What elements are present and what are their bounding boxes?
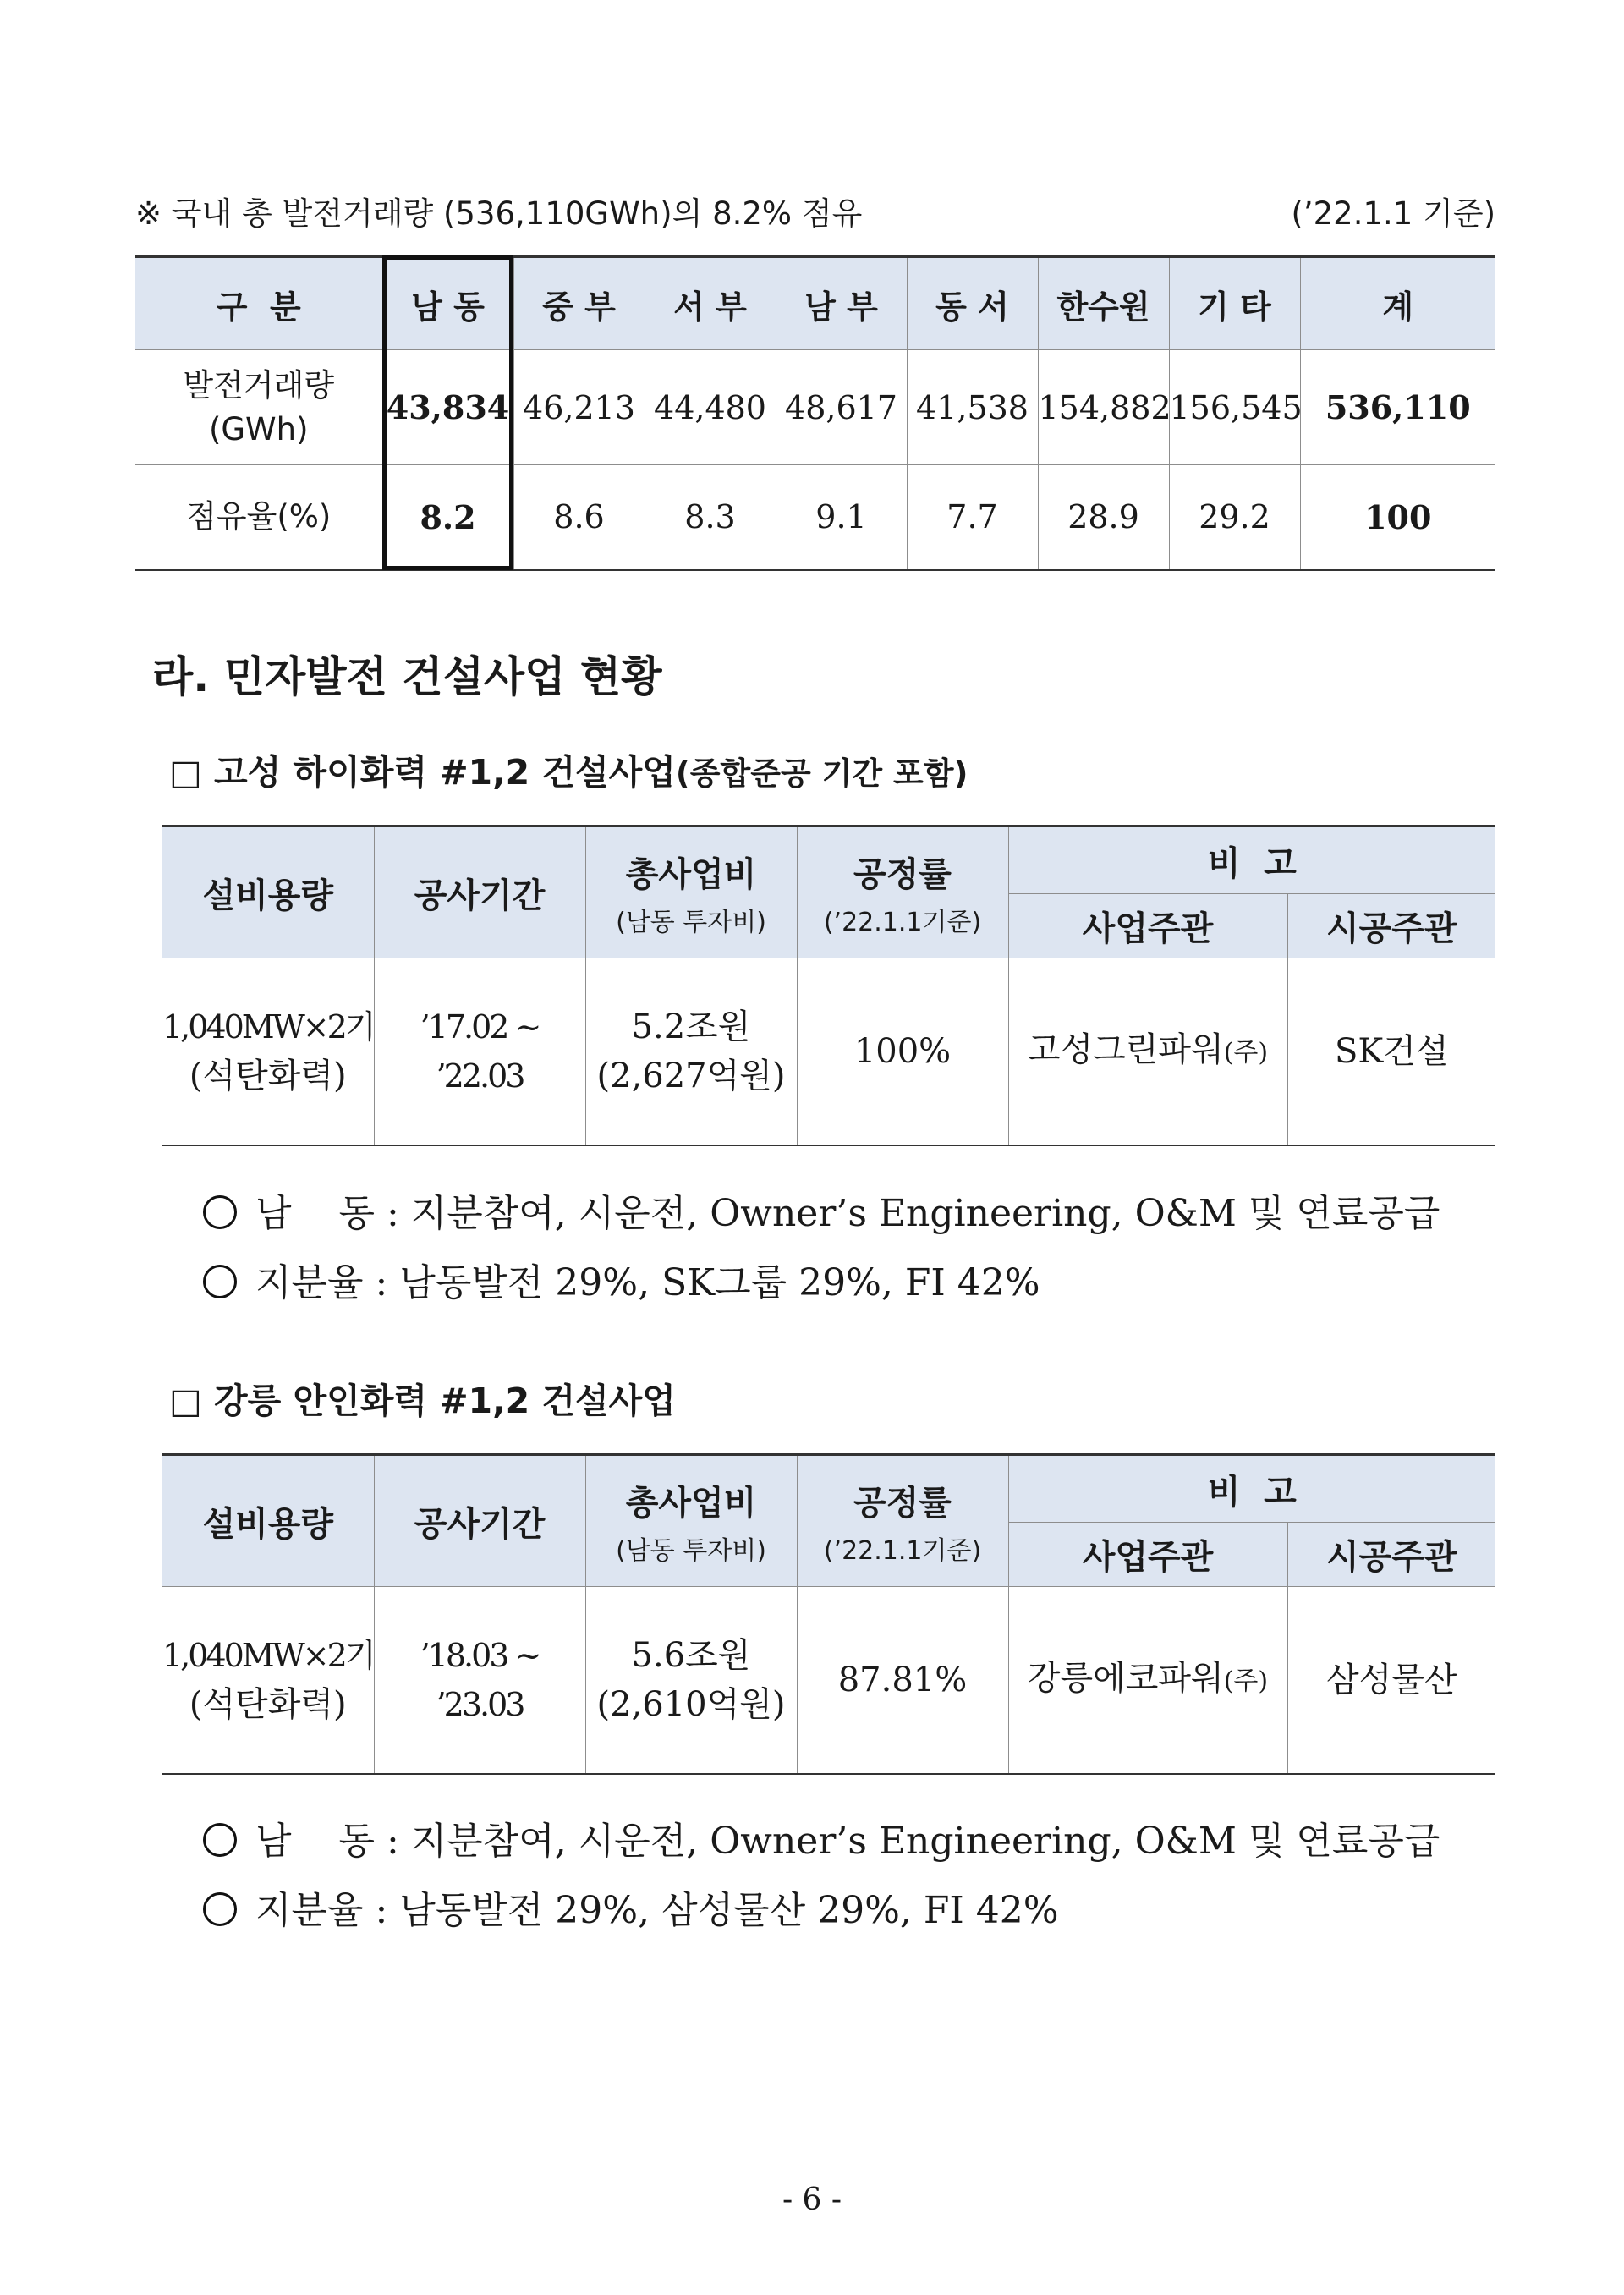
project-table xyxy=(162,825,1495,1146)
table-header-row xyxy=(162,1455,1495,1523)
cell-cost xyxy=(585,1587,797,1775)
project-title-suffix: (종합준공 기간 포함) xyxy=(675,755,968,792)
header-operator: 사업주관 xyxy=(1008,1523,1287,1587)
cell-capacity xyxy=(162,958,374,1146)
cell-capacity xyxy=(162,1587,374,1775)
cell-value: 41,538 xyxy=(907,350,1038,465)
cell-value: 28.9 xyxy=(1038,465,1169,570)
header-cost xyxy=(585,826,797,958)
bullet-text: 지분율 : 남동발전 29%, SK그룹 29%, FI 42% xyxy=(255,1261,1040,1304)
bullet-text: 남 동 : 지분참여, 시운전, Owner’s Engineering, O&M 및 연료공급 xyxy=(255,1192,1440,1235)
operator-name: 강릉에코파워 xyxy=(1027,1659,1224,1698)
header-progress-label: 공정률 xyxy=(853,854,952,894)
table-row xyxy=(135,350,1495,465)
cell-value: 48,617 xyxy=(776,350,907,465)
cost-namdong: (2,610억원) xyxy=(596,1685,786,1724)
header-progress-label: 공정률 xyxy=(853,1483,952,1523)
cell-value: 43,834 xyxy=(382,350,513,465)
source-note xyxy=(135,188,1495,235)
cell-value: 8.6 xyxy=(513,465,645,570)
circle-bullet-icon xyxy=(203,1823,237,1857)
capacity-type: (석탄화력) xyxy=(189,1057,347,1095)
operator-suffix: (주) xyxy=(1223,1038,1269,1068)
table-row xyxy=(162,1587,1495,1775)
cell-value: 46,213 xyxy=(513,350,645,465)
circle-bullet-icon xyxy=(203,1892,237,1926)
header-progress xyxy=(797,826,1008,958)
header-nambu: 남 부 xyxy=(776,257,907,350)
namdong-highlight-box xyxy=(382,255,513,570)
note-text: ※ 국내 총 발전거래량 (536,110GWh)의 8.2% 점유 xyxy=(135,195,863,232)
header-capacity: 설비용량 xyxy=(162,1455,374,1587)
header-cost-label: 총사업비 xyxy=(625,1483,757,1523)
project-title xyxy=(169,744,968,794)
header-capacity: 설비용량 xyxy=(162,826,374,958)
header-cost xyxy=(585,1455,797,1587)
cell-total: 100 xyxy=(1300,465,1495,570)
header-cost-sub: (남동 투자비) xyxy=(616,907,766,937)
market-share-table xyxy=(135,255,1495,571)
cell-value: 44,480 xyxy=(645,350,776,465)
cell-value: 29.2 xyxy=(1169,465,1300,570)
table-header-row xyxy=(162,826,1495,894)
header-period: 공사기간 xyxy=(374,1455,585,1587)
capacity-type: (석탄화력) xyxy=(189,1685,347,1724)
note-date: (’22.1.1 기준) xyxy=(1291,195,1495,232)
row-label xyxy=(135,350,382,465)
cell-operator xyxy=(1008,958,1287,1146)
cell-progress: 100% xyxy=(797,958,1008,1146)
cell-progress: 87.81% xyxy=(797,1587,1008,1775)
row-label-line2: (GWh) xyxy=(208,410,309,447)
row-label: 점유율(%) xyxy=(135,465,382,570)
cell-period: ’18.03 ~ ’23.03 xyxy=(374,1587,585,1775)
cell-value: 156,545 xyxy=(1169,350,1300,465)
cost-total: 5.2조원 xyxy=(631,1007,751,1046)
cell-constructor: SK건설 xyxy=(1287,958,1495,1146)
row-label-line1: 발전거래량 xyxy=(183,366,335,404)
section-title: 라. 민자발전 건설사업 현황 xyxy=(152,652,662,701)
circle-bullet-icon xyxy=(203,1195,237,1229)
header-category: 구 분 xyxy=(135,257,382,350)
bullet-item xyxy=(203,1880,1059,1934)
table-row xyxy=(162,958,1495,1146)
bullet-item xyxy=(203,1183,1440,1237)
cell-total: 536,110 xyxy=(1300,350,1495,465)
project-title xyxy=(169,1373,676,1423)
project-title-text: □ 강릉 안인화력 #1,2 건설사업 xyxy=(169,1381,676,1421)
bullet-item xyxy=(203,1252,1040,1306)
cost-total: 5.6조원 xyxy=(631,1636,751,1675)
header-progress xyxy=(797,1455,1008,1587)
cell-period: ’17.02 ~ ’22.03 xyxy=(374,958,585,1146)
header-cost-label: 총사업비 xyxy=(625,854,757,894)
header-khnp: 한수원 xyxy=(1038,257,1169,350)
header-jungbu: 중 부 xyxy=(513,257,645,350)
operator-name: 고성그린파워 xyxy=(1027,1030,1224,1069)
capacity-value: 1,040MW×2기 xyxy=(162,1008,374,1046)
header-cost-sub: (남동 투자비) xyxy=(616,1535,766,1566)
table-header-row xyxy=(135,257,1495,350)
cost-namdong: (2,627억원) xyxy=(596,1057,786,1095)
header-constructor: 시공주관 xyxy=(1287,894,1495,958)
header-progress-sub: (’22.1.1기준) xyxy=(823,1535,982,1566)
header-seobu: 서 부 xyxy=(645,257,776,350)
bullet-text: 지분율 : 남동발전 29%, 삼성물산 29%, FI 42% xyxy=(255,1889,1059,1932)
header-operator: 사업주관 xyxy=(1008,894,1287,958)
circle-bullet-icon xyxy=(203,1265,237,1298)
project-table xyxy=(162,1453,1495,1775)
cell-value: 8.3 xyxy=(645,465,776,570)
header-others: 기 타 xyxy=(1169,257,1300,350)
cell-value: 7.7 xyxy=(907,465,1038,570)
operator-suffix: (주) xyxy=(1223,1666,1269,1696)
cell-constructor: 삼성물산 xyxy=(1287,1587,1495,1775)
header-period: 공사기간 xyxy=(374,826,585,958)
header-remarks: 비 고 xyxy=(1008,826,1495,894)
header-constructor: 시공주관 xyxy=(1287,1523,1495,1587)
cell-value: 9.1 xyxy=(776,465,907,570)
bullet-item xyxy=(203,1810,1440,1864)
cell-value: 8.2 xyxy=(382,465,513,570)
header-namdong: 남 동 xyxy=(382,257,513,350)
header-total: 계 xyxy=(1300,257,1495,350)
cell-cost xyxy=(585,958,797,1146)
header-progress-sub: (’22.1.1기준) xyxy=(823,907,982,937)
capacity-value: 1,040MW×2기 xyxy=(162,1637,374,1674)
header-dongseo: 동 서 xyxy=(907,257,1038,350)
header-remarks: 비 고 xyxy=(1008,1455,1495,1523)
table-row xyxy=(135,465,1495,570)
bullet-text: 남 동 : 지분참여, 시운전, Owner’s Engineering, O&M 및 연료공급 xyxy=(255,1820,1440,1863)
project-title-text: □ 고성 하이화력 #1,2 건설사업 xyxy=(169,752,676,793)
cell-operator xyxy=(1008,1587,1287,1775)
cell-value: 154,882 xyxy=(1038,350,1169,465)
page-number: - 6 - xyxy=(782,2182,842,2217)
